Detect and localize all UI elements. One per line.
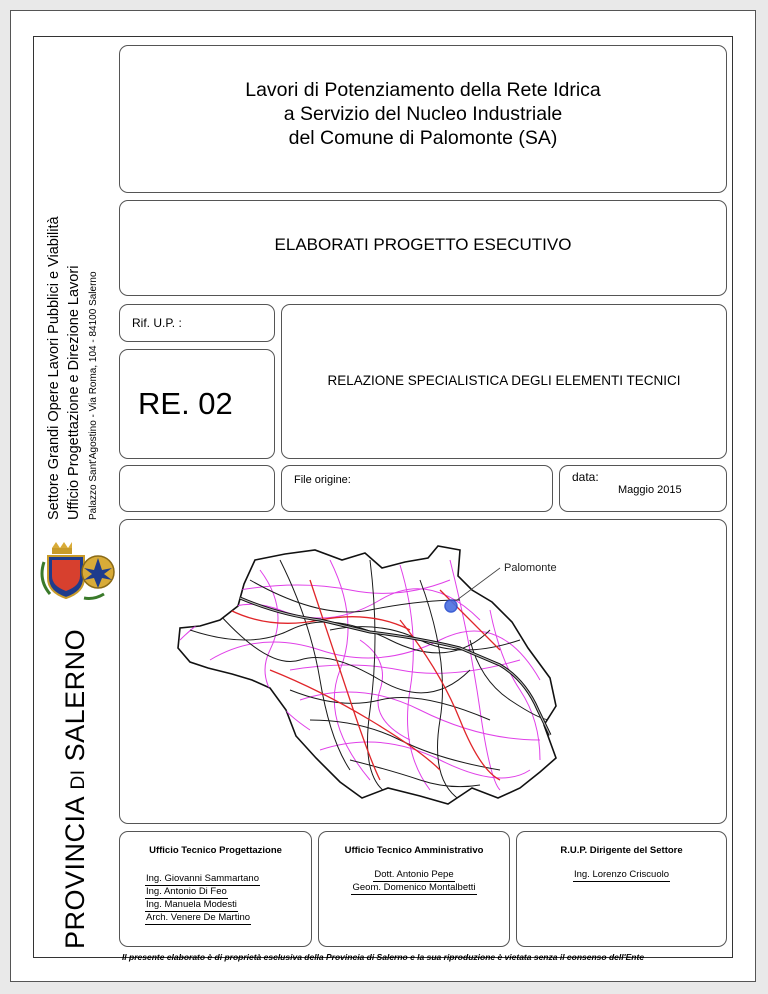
office-admin-box — [318, 831, 510, 947]
signature-criscuolo: Ing. Lorenzo Criscuolo — [573, 869, 670, 880]
subtitle: ELABORATI PROGETTO ESECUTIVO — [274, 235, 572, 254]
map-label-palomonte: Palomonte — [504, 562, 557, 574]
rup-signatures — [517, 869, 726, 882]
office-design-heading: Ufficio Tecnico Progettazione — [149, 845, 282, 856]
office-design-signatures — [145, 873, 260, 925]
title-box — [119, 45, 727, 193]
signature-montalbetti: Geom. Domenico Montalbetti — [352, 882, 476, 893]
date-value: Maggio 2015 — [618, 484, 682, 496]
province-map — [120, 520, 726, 823]
date-label: data: — [572, 470, 599, 484]
signature-de-martino: Arch. Venere De Martino — [146, 912, 251, 923]
file-origin-label: File origine: — [294, 474, 351, 486]
report-title: RELAZIONE SPECIALISTICA DEGLI ELEMENTI TECNICI — [327, 373, 681, 388]
title-line-3: del Comune di Palomonte (SA) — [288, 127, 558, 149]
province-name: PROVINCIA DI SALERNO — [60, 628, 90, 949]
rup-heading: R.U.P. Dirigente del Settore — [560, 845, 683, 856]
province-crest-icon — [38, 542, 118, 602]
signature-sammartano: Ing. Giovanni Sammartano — [146, 873, 260, 884]
signature-di-feo: Ing. Antonio Di Feo — [146, 886, 227, 897]
report-title-box — [281, 304, 727, 459]
rup-box — [516, 831, 727, 947]
office-name: Ufficio Progettazione e Direzione Lavori — [66, 265, 82, 520]
map-box — [119, 519, 727, 824]
ownership-note: Il presente elaborato è di proprietà esclusiva della Provincia di Salerno e la sua riproduzione è vietata senza il consenso dell'Ente — [121, 952, 645, 962]
project-title — [120, 78, 726, 150]
office-address: Palazzo Sant'Agostino - Via Roma, 104 - 84100 Salerno — [88, 271, 99, 520]
office-admin-signatures — [319, 869, 509, 895]
date-box — [559, 465, 727, 512]
document-code: RE. 02 — [138, 386, 233, 421]
signature-pepe: Dott. Antonio Pepe — [374, 869, 454, 880]
sector-name: Settore Grandi Opere Lavori Pubblici e Viabilità — [46, 216, 62, 520]
signature-modesti: Ing. Manuela Modesti — [146, 899, 237, 910]
code-box — [119, 349, 275, 459]
title-line-1: Lavori di Potenziamento della Rete Idrica — [245, 79, 601, 101]
office-design-box — [119, 831, 312, 947]
blank-box — [119, 465, 275, 512]
document-frame — [33, 36, 733, 962]
subtitle-box — [119, 200, 727, 296]
reference-label: Rif. U.P. : — [132, 316, 182, 330]
file-origin-box — [281, 465, 553, 512]
title-line-2: a Servizio del Nucleo Industriale — [283, 103, 563, 125]
reference-box — [119, 304, 275, 342]
office-admin-heading: Ufficio Tecnico Amministrativo — [344, 845, 484, 856]
document-page — [10, 10, 756, 982]
